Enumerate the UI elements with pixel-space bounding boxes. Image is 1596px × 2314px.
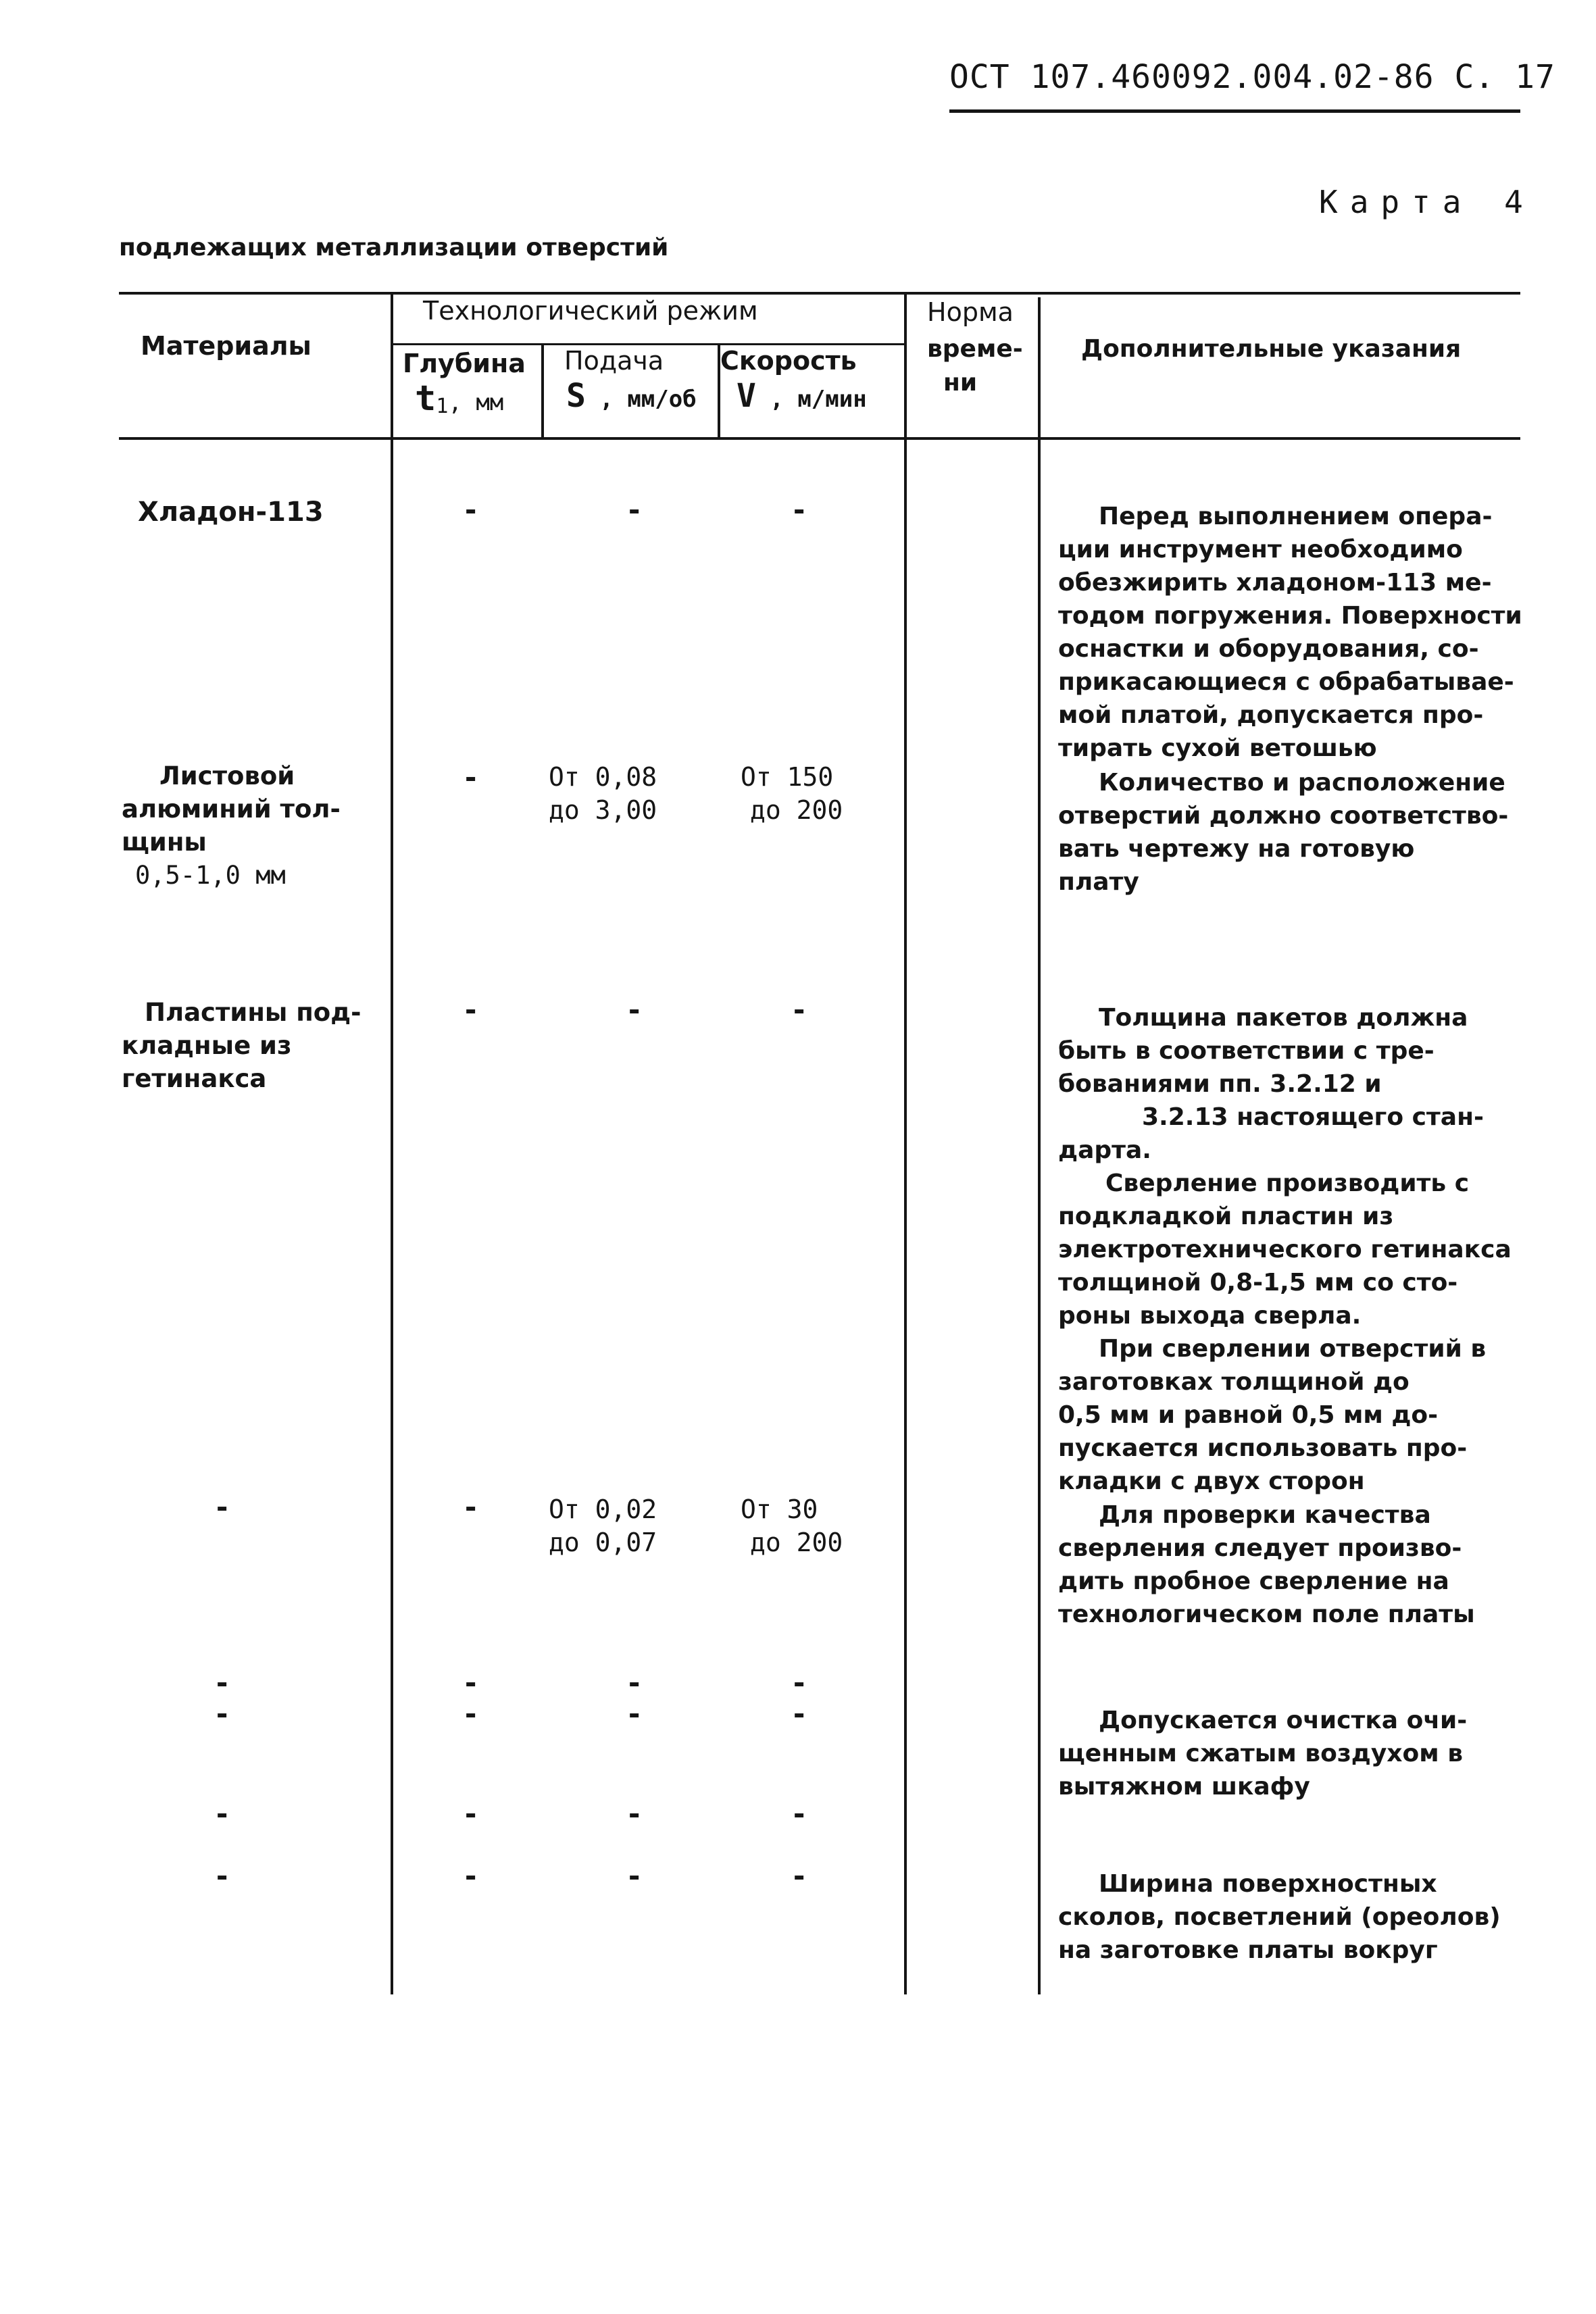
row-1-depth: - [462,493,480,526]
row-1-material: Хладон-113 [138,497,324,528]
map-label: Карта 4 [1319,184,1535,220]
column-rule-4 [904,292,907,1994]
row-6-speed: - [791,1697,808,1730]
row-1-feed: - [626,493,643,526]
row-1-note: Перед выполнением опера- ции инструмент необходимо обезжирить хладоном-113 ме- тодом погружения. Поверхности оснастки и оборудования, со- прикасающиеся с обрабатывае- мой платой, допускается про- тирать сухой ветошью [1058,503,1522,762]
row-3-speed: - [791,993,808,1026]
row-8-note: Ширина поверхностных сколов, посветлений (ореолов) на заготовке платы вокруг [1058,1870,1501,1964]
column-rule-2 [541,343,544,440]
header-depth-unit: $t_1$, мм [415,378,504,419]
header-bottom-rule [119,437,1520,440]
row-7-feed: - [626,1797,643,1830]
row-2-depth: - [462,761,480,794]
row-5-speed: - [791,1666,808,1699]
row-4-material: - [214,1490,231,1524]
row-6-feed: - [626,1697,643,1730]
row-7-material: - [214,1797,231,1830]
header-tech-mode: Технологический режим [423,296,758,326]
row-6-depth: - [462,1697,480,1730]
table-subtitle: подлежащих металлизации отверстий [119,234,669,261]
row-6-note: Допускается очистка очи- щенным сжатым воздухом в вытяжном шкафу [1058,1707,1468,1801]
header-feed: Подача [564,346,664,376]
table-top-rule [119,292,1520,295]
row-5-material: - [214,1666,231,1699]
header-norm-line-1: Норма [927,297,1014,327]
header-norm-line-2: време- [927,335,1023,363]
row-4-note: Для проверки качества сверления следует произво- дить пробное сверление на технологическом поле платы [1058,1501,1475,1628]
row-7-depth: - [462,1797,480,1830]
row-8-speed: - [791,1859,808,1892]
row-5-feed: - [626,1666,643,1699]
row-2-material: Листовой алюминий тол- щины 0,5-1,0 мм [122,761,341,890]
mode-subheader-rule [392,343,904,345]
header-depth: Глубина [403,349,526,378]
header-speed: Скорость [720,346,857,376]
row-8-material: - [214,1859,231,1892]
row-6-material: - [214,1697,231,1730]
row-2-feed: От 0,08 до 3,00 [549,762,657,825]
row-8-feed: - [626,1859,643,1892]
header-rule [949,109,1520,113]
column-rule-1 [391,292,393,1994]
row-2-note: Количество и расположение отверстий должно соответство- вать чертежу на готовую плату [1058,769,1509,896]
document-code: ОСТ 107.460092.004.02-86 С. 17 [949,58,1555,96]
header-materials: Материалы [141,331,311,361]
row-4-depth: - [462,1490,480,1524]
row-7-speed: - [791,1797,808,1830]
row-3-material: Пластины под- кладные из гетинакса [122,998,361,1093]
row-1-speed: - [791,493,808,526]
row-8-depth: - [462,1859,480,1892]
row-3-depth: - [462,993,480,1026]
row-2-speed: От 150 до 200 [741,762,843,825]
row-4-speed: От 30 до 200 [741,1494,843,1557]
header-feed-unit: S , мм/об [566,377,697,415]
header-notes: Дополнительные указания [1081,335,1462,363]
row-4-feed: От 0,02 до 0,07 [549,1494,657,1557]
row-3-feed: - [626,993,643,1026]
column-rule-5 [1038,297,1041,1994]
row-3-note: Толщина пакетов должна быть в соответствии с тре- бованиями пп. 3.2.12 и 3.2.13 настоящего стан- дарта. Сверление производить с подкладкой пластин из электротехнического гетинакса толщиной 0,8-1,5 мм со сто- роны выхода сверла. При сверлении отверстий в заготовках толщиной до 0,5 мм и равной 0,5 мм до- пускается использовать про- кладки с двух сторон [1058,1004,1512,1495]
header-norm-line-3: ни [943,369,978,397]
row-5-depth: - [462,1666,480,1699]
header-speed-unit: V , м/мин [737,377,867,415]
